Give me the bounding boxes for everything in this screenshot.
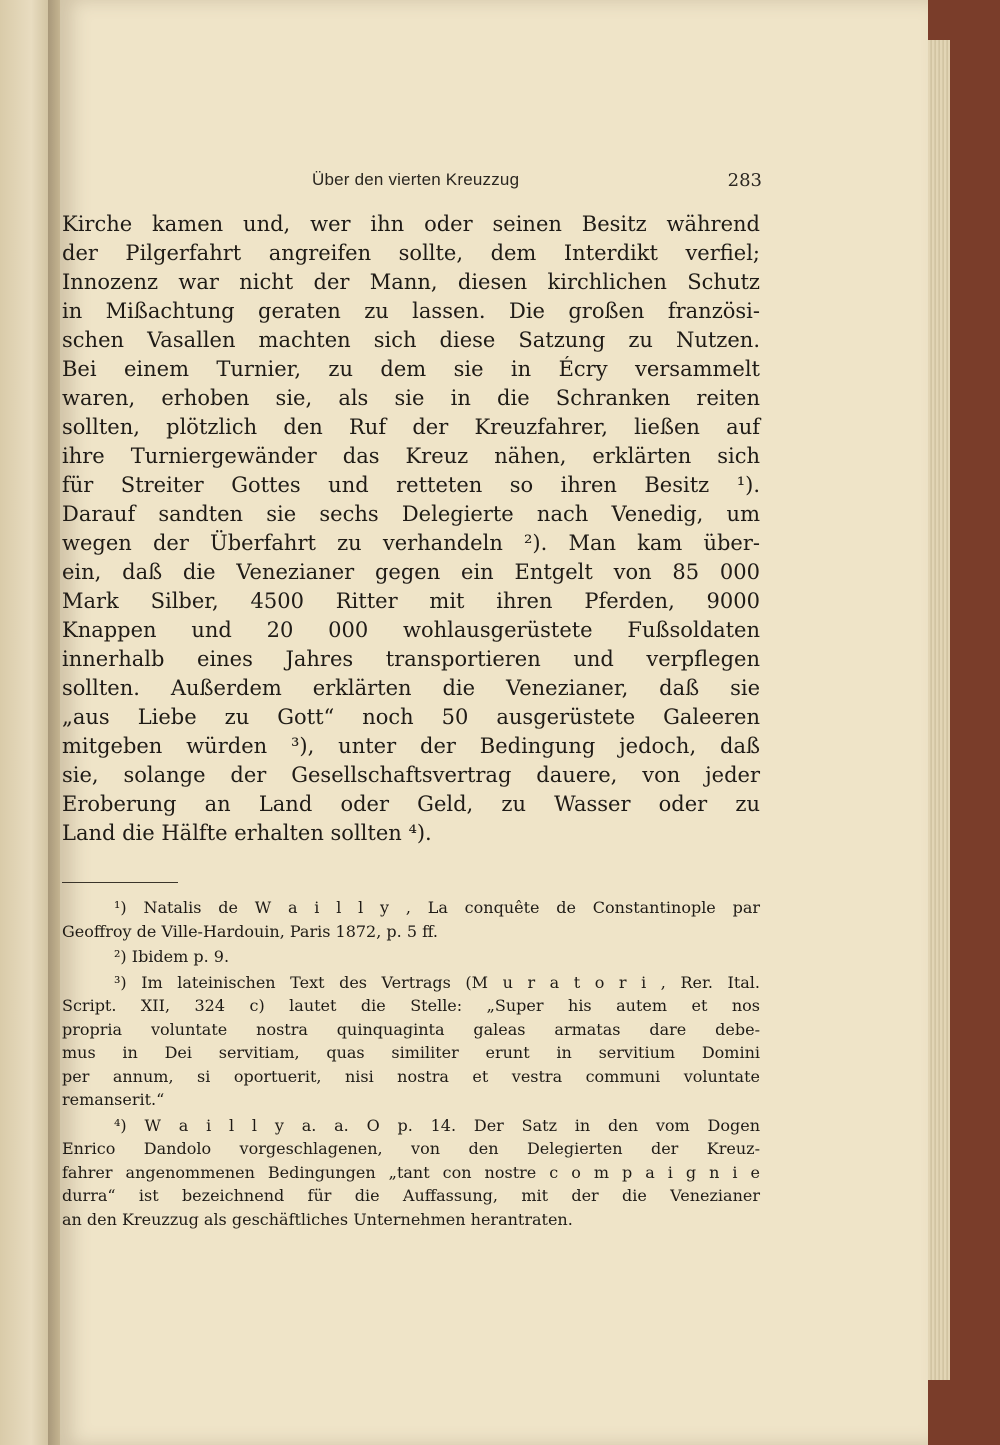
body-line: Land die Hälfte erhalten sollten ⁴). bbox=[62, 821, 432, 845]
body-line: Innozenz war nicht der Mann, diesen kirchlichen Schutz bbox=[62, 270, 760, 294]
body-text bbox=[62, 210, 760, 848]
footnote-2 bbox=[62, 945, 760, 969]
footnote-line: Script. XII, 324 c) lautet die Stelle: „Super his autem et nos bbox=[62, 996, 760, 1015]
body-line: Eroberung an Land oder Geld, zu Wasser oder zu bbox=[62, 792, 760, 816]
page-header bbox=[62, 170, 762, 196]
body-line: waren, erhoben sie, als sie in die Schranken reiten bbox=[62, 386, 760, 410]
footnote-line: ⁴) W a i l l y a. a. O p. 14. Der Satz in den vom Dogen bbox=[114, 1115, 760, 1135]
body-line: ein, daß die Venezianer gegen ein Entgelt von 85 000 bbox=[62, 560, 760, 584]
footnote-line: an den Kreuzzug als geschäftliches Unternehmen herantraten. bbox=[62, 1209, 573, 1229]
body-line: in Mißachtung geraten zu lassen. Die großen französi- bbox=[62, 299, 760, 323]
body-line: sollten, plötzlich den Ruf der Kreuzfahrer, ließen auf bbox=[62, 415, 760, 439]
footnotes bbox=[62, 896, 760, 1233]
body-line: der Pilgerfahrt angreifen sollte, dem Interdikt verfiel; bbox=[62, 241, 760, 265]
footnote-rule bbox=[62, 882, 178, 883]
footnote-line: ¹) Natalis de W a i l l y , La conquête de Constantinople par bbox=[114, 898, 760, 917]
body-line: sie, solange der Gesellschaftsvertrag dauere, von jeder bbox=[62, 763, 760, 787]
body-line: Bei einem Turnier, zu dem sie in Écry versammelt bbox=[62, 357, 760, 381]
running-title: Über den vierten Kreuzzug bbox=[312, 170, 520, 189]
footnote-line: Enrico Dandolo vorgeschlagenen, von den Delegierten der Kreuz- bbox=[62, 1139, 760, 1158]
body-line: Mark Silber, 4500 Ritter mit ihren Pferden, 9000 bbox=[62, 589, 760, 613]
page-number: 283 bbox=[727, 170, 762, 191]
footnote-line: propria voluntate nostra quinquaginta galeas armatas dare debe- bbox=[62, 1019, 760, 1039]
footnote-4 bbox=[62, 1114, 760, 1232]
footnote-line: ³) Im lateinischen Text des Vertrags (M u r a t o r i , Rer. Ital. bbox=[114, 972, 760, 992]
footnote-line: Geoffroy de Ville-Hardouin, Paris 1872, p. 5 ff. bbox=[62, 921, 438, 941]
footnote-1 bbox=[62, 896, 760, 943]
body-line: schen Vasallen machten sich diese Satzung zu Nutzen. bbox=[62, 328, 760, 352]
body-line: mitgeben würden ³), unter der Bedingung jedoch, daß bbox=[62, 734, 760, 758]
body-line: Kirche kamen und, wer ihn oder seinen Besitz während bbox=[62, 212, 760, 236]
body-line: „aus Liebe zu Gott“ noch 50 ausgerüstete Galeeren bbox=[62, 705, 760, 729]
body-line: für Streiter Gottes und retteten so ihren Besitz ¹). bbox=[62, 473, 760, 497]
footnote-line: per annum, si oportuerit, nisi nostra et vestra communi voluntate bbox=[62, 1066, 760, 1086]
footnote-line: durra“ ist bezeichnend für die Auffassung, mit der die Venezianer bbox=[62, 1186, 760, 1205]
body-line: wegen der Überfahrt zu verhandeln ²). Man kam über- bbox=[62, 531, 760, 555]
facing-page bbox=[0, 0, 52, 1445]
footnote-line: remanserit.“ bbox=[62, 1090, 165, 1109]
footnote-line: fahrer angenommenen Bedingungen „tant con nostre c o m p a i g n i e bbox=[62, 1162, 760, 1182]
body-line: ihre Turniergewänder das Kreuz nähen, erklärten sich bbox=[62, 444, 760, 468]
footnote-3 bbox=[62, 971, 760, 1112]
page-edges bbox=[928, 40, 950, 1380]
footnote-line: mus in Dei servitiam, quas similiter erunt in servitium Domini bbox=[62, 1043, 760, 1062]
body-line: Darauf sandten sie sechs Delegierte nach Venedig, um bbox=[62, 502, 760, 526]
footnote-line: ²) Ibidem p. 9. bbox=[114, 947, 230, 966]
body-line: Knappen und 20 000 wohlausgerüstete Fußsoldaten bbox=[62, 618, 760, 642]
body-line: innerhalb eines Jahres transportieren und verpflegen bbox=[62, 647, 760, 671]
body-line: sollten. Außerdem erklärten die Venezianer, daß sie bbox=[62, 676, 760, 700]
